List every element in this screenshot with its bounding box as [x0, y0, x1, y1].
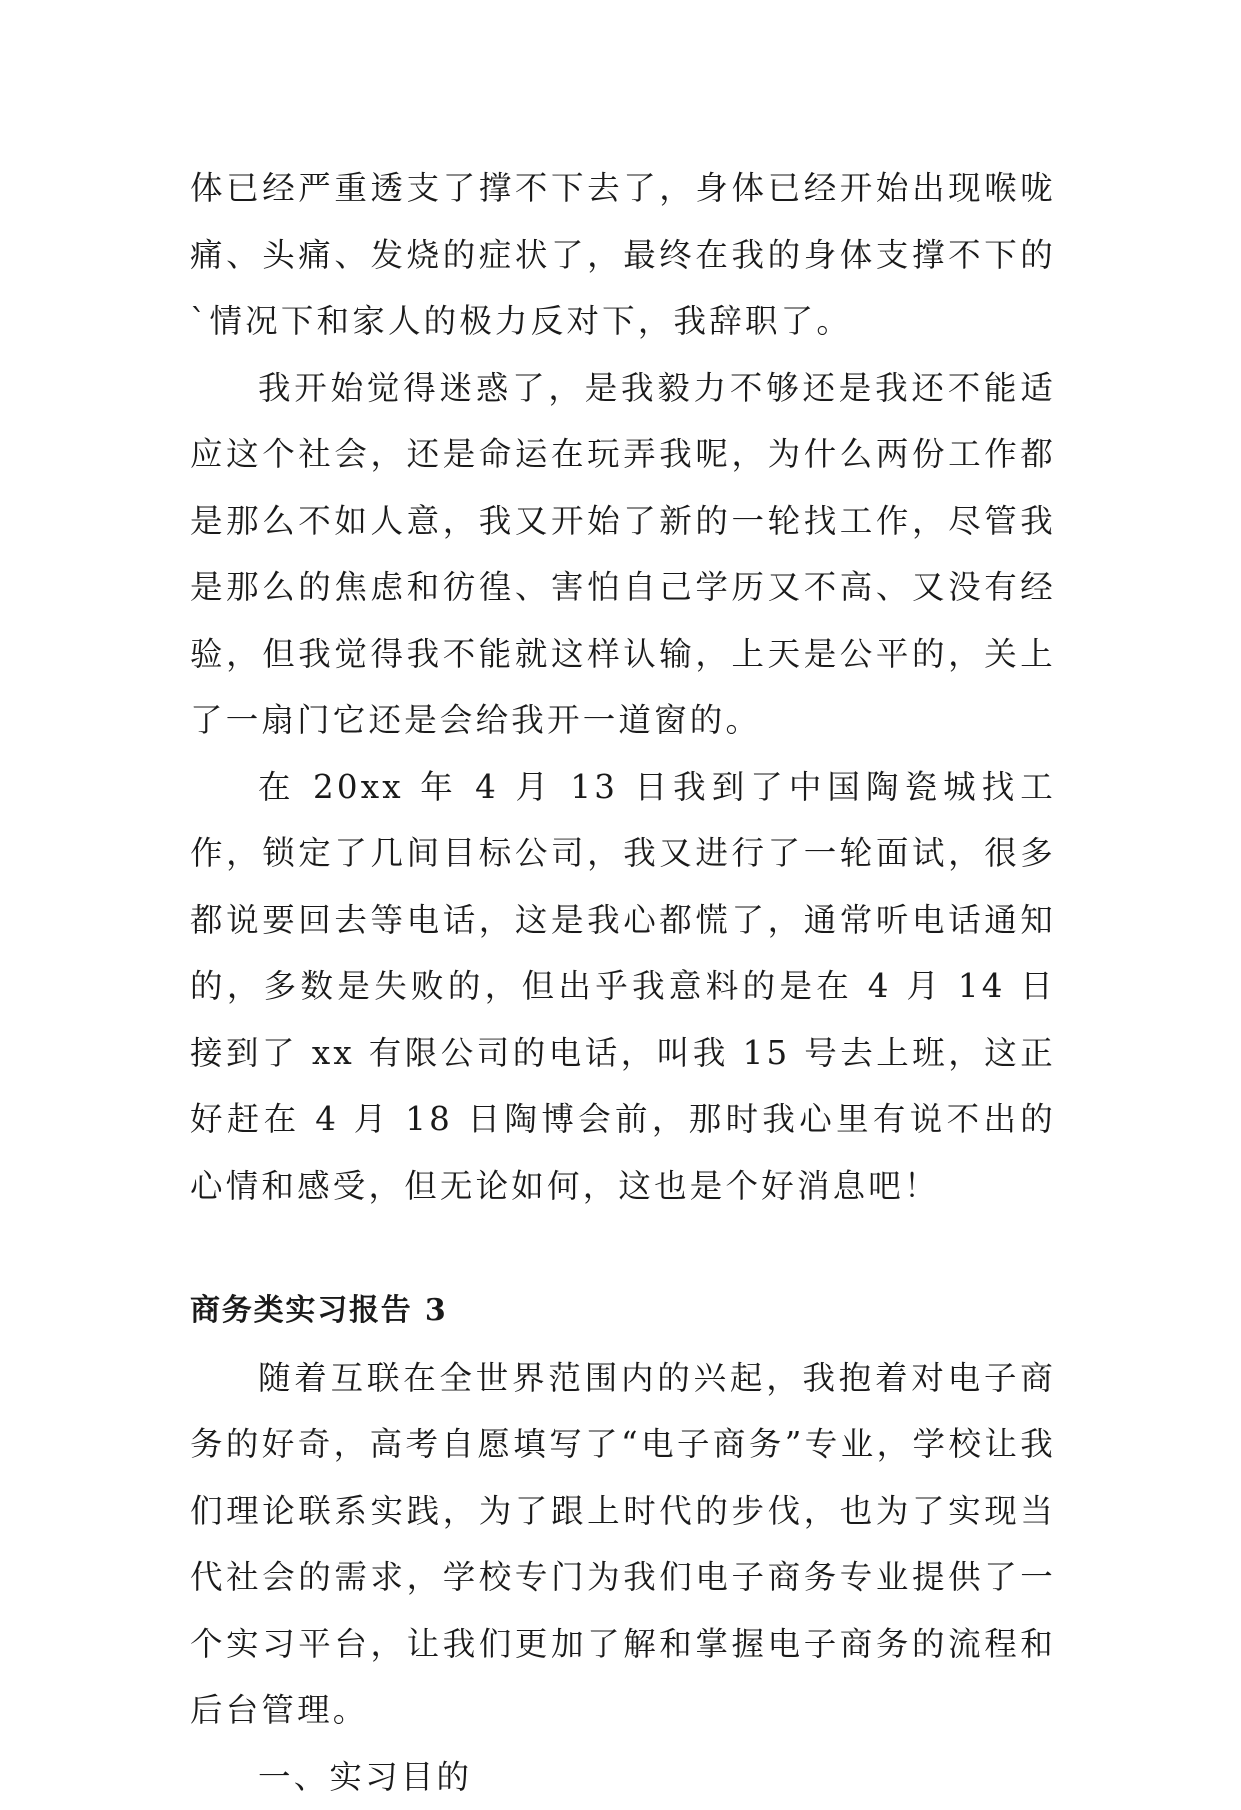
document-body — [190, 155, 1056, 1810]
paragraph-confusion: 我开始觉得迷惑了，是我毅力不够还是我还不能适应这个社会，还是命运在玩弄我呢，为什么两份工作都是那么不如人意，我又开始了新的一轮找工作，尽管我是那么的焦虑和彷徨、害怕自己学历又不高、又没有经验，但我觉得我不能就这样认输，上天是公平的，关上了一扇门它还是会给我开一道窗的。 — [190, 355, 1056, 754]
paragraph-resignation: 体已经严重透支了撑不下去了，身体已经开始出现喉咙痛、头痛、发烧的症状了，最终在我的身体支撑不下的`情况下和家人的极力反对下，我辞职了。 — [190, 155, 1056, 355]
report-heading: 商务类实习报告 3 — [190, 1278, 1056, 1345]
paragraph-introduction: 随着互联在全世界范围内的兴起，我抱着对电子商务的好奇，高考自愿填写了“电子商务”专业，学校让我们理论联系实践，为了跟上时代的步伐，也为了实现当代社会的需求，学校专门为我们电子商务专业提供了一个实习平台，让我们更加了解和掌握电子商务的流程和后台管理。 — [190, 1345, 1056, 1744]
paragraph-job-search: 在 20xx 年 4 月 13 日我到了中国陶瓷城找工作，锁定了几间目标公司，我又进行了一轮面试，很多都说要回去等电话，这是我心都慌了，通常听电话通知的，多数是失败的，但出乎我意料的是在 4 月 14 日接到了 xx 有限公司的电话，叫我 15 号去上班，这正好赶在 4 月 18 日陶博会前，那时我心里有说不出的心情和感受，但无论如何，这也是个好消息吧！ — [190, 754, 1056, 1220]
section-title-purpose: 一、实习目的 — [190, 1744, 1056, 1810]
